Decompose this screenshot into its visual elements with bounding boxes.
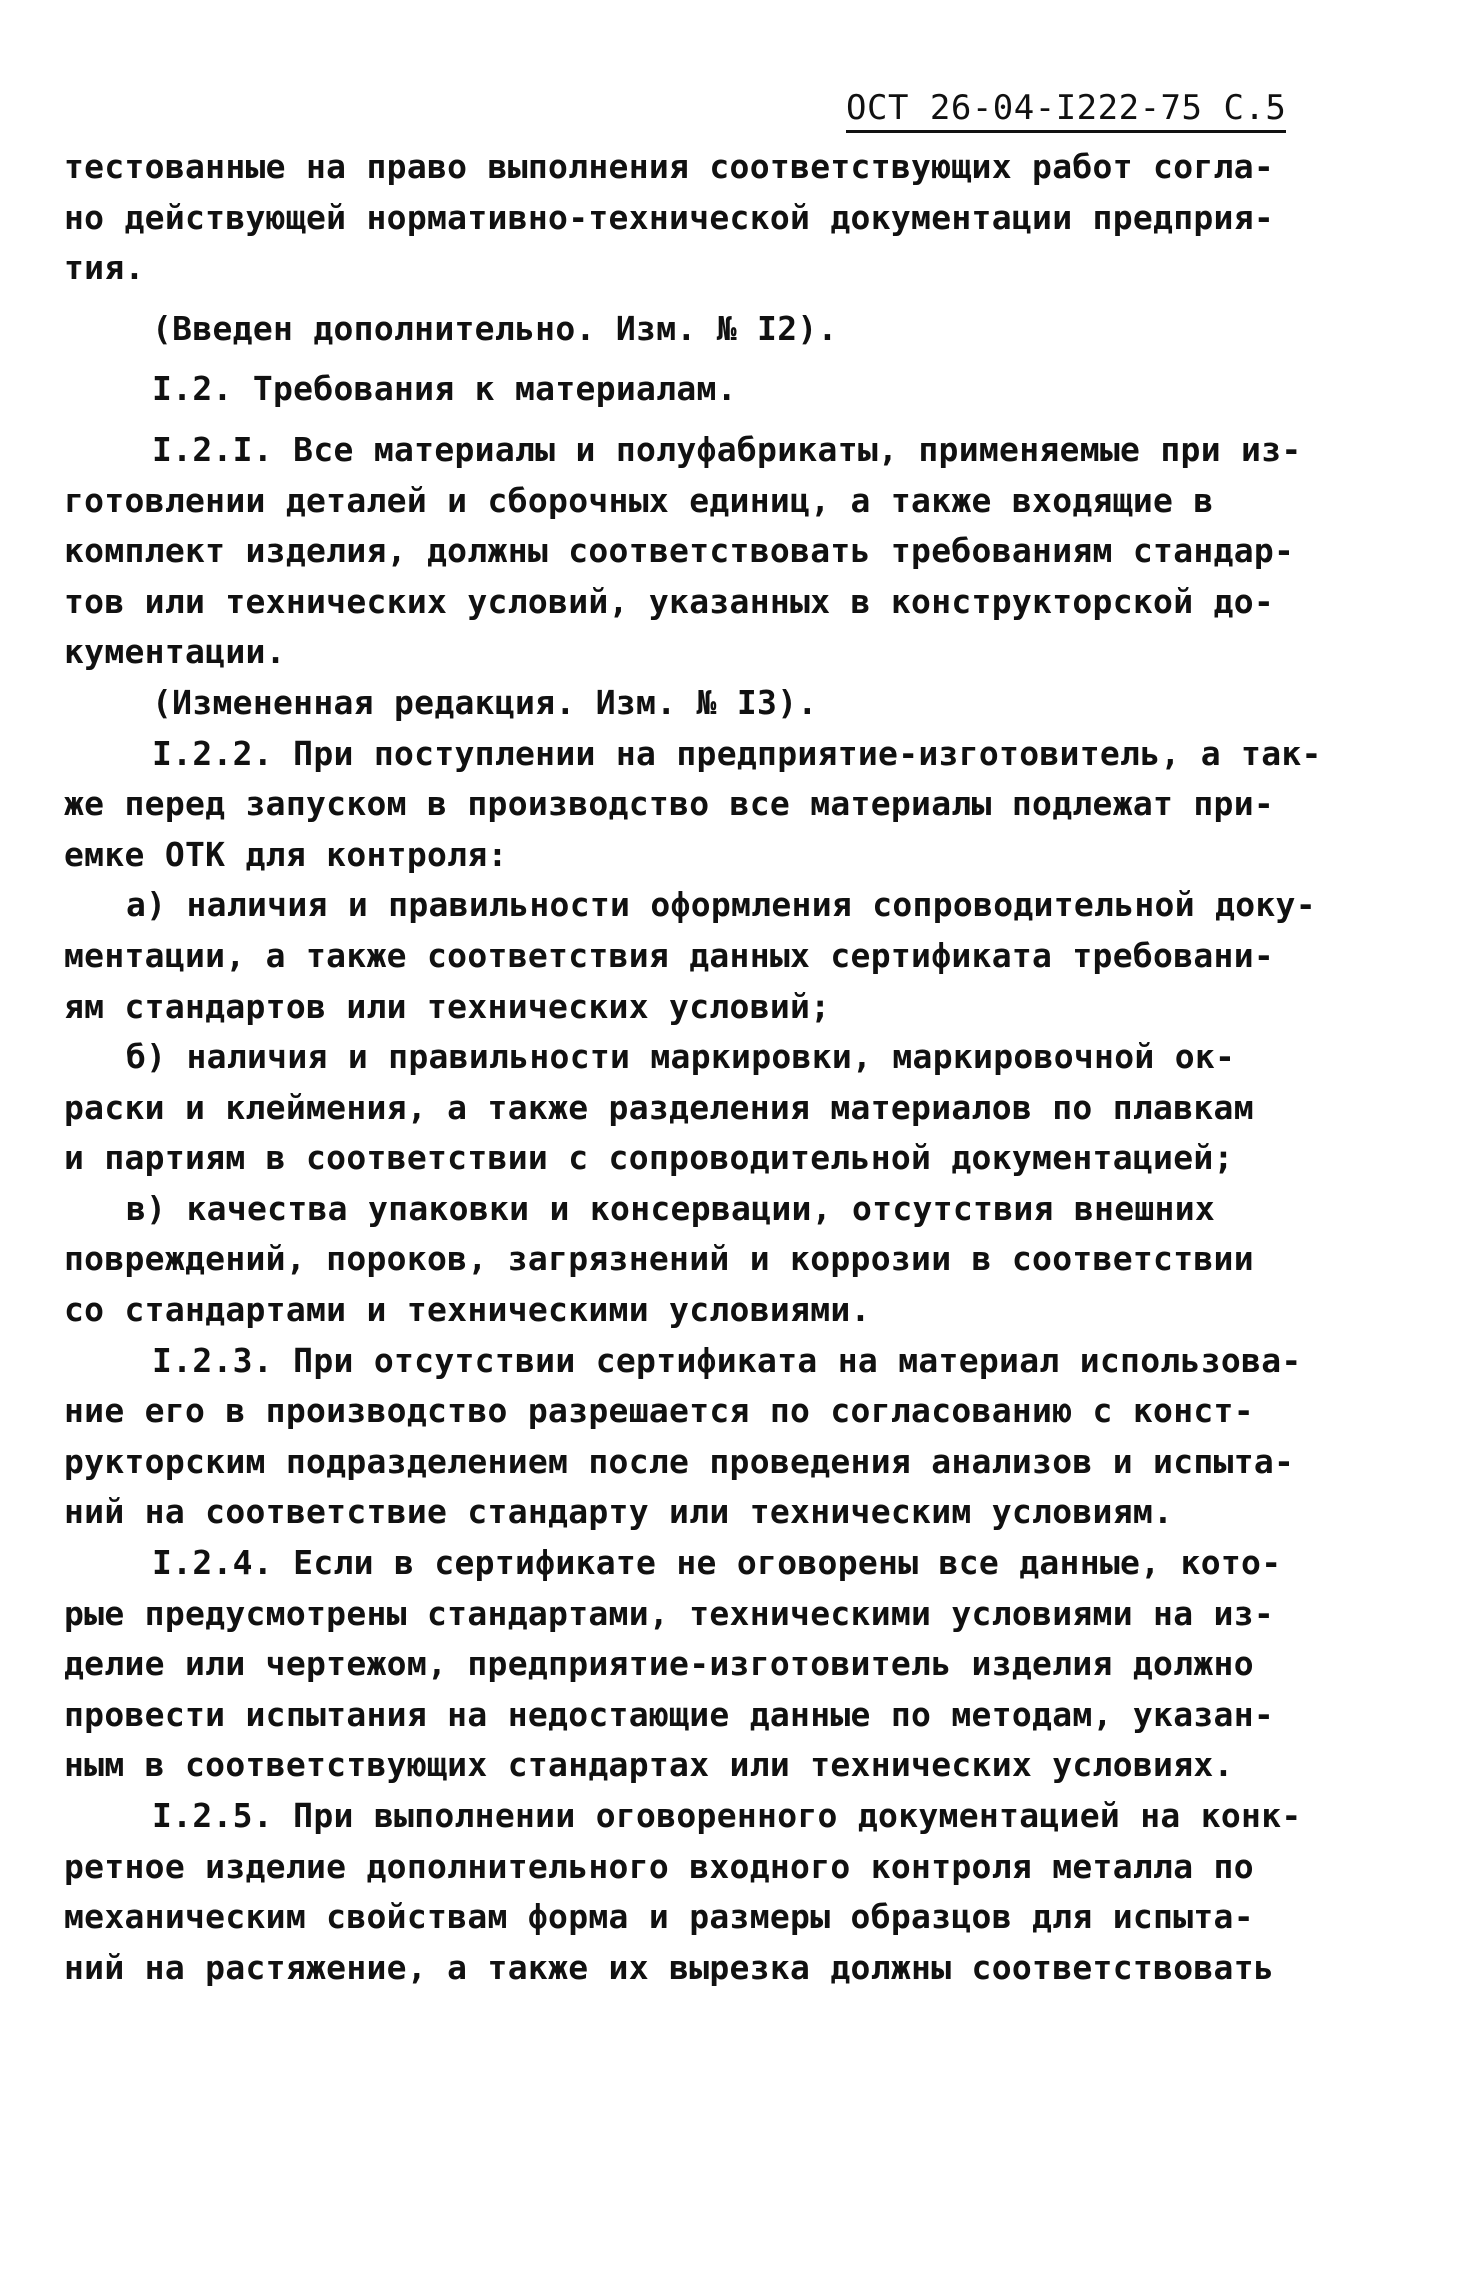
text-line: делие или чертежом, предприятие-изготовитель изделия должно bbox=[64, 1644, 1254, 1684]
text-line: I.2. Требования к материалам. bbox=[152, 369, 737, 409]
text-line: механическим свойствам форма и размеры образцов для испыта- bbox=[64, 1897, 1254, 1937]
text-line: ний на растяжение, а также их вырезка должны соответствовать bbox=[64, 1947, 1275, 1987]
document-header-ref: ОСТ 26-04-I222-75 С.5 bbox=[846, 88, 1286, 133]
text-line: I.2.2. При поступлении на предприятие-изготовитель, а так- bbox=[152, 733, 1322, 773]
text-line: ретное изделие дополнительного входного контроля металла по bbox=[64, 1846, 1254, 1886]
text-line: готовлении деталей и сборочных единиц, а также входящие в bbox=[64, 480, 1214, 520]
text-line: ям стандартов или технических условий; bbox=[64, 986, 831, 1026]
text-line: провести испытания на недостающие данные по методам, указан- bbox=[64, 1694, 1275, 1734]
paragraph-gap bbox=[64, 354, 1404, 364]
text-line: (Измененная редакция. Изм. № I3). bbox=[152, 682, 818, 722]
text-line: б) наличия и правильности маркировки, маркировочной ок- bbox=[126, 1037, 1236, 1077]
text-line: ментации, а также соответствия данных сертификата требовани- bbox=[64, 935, 1275, 975]
text-line: же перед запуском в производство все материалы подлежат при- bbox=[64, 784, 1275, 824]
text-line: I.2.3. При отсутствии сертификата на материал использова- bbox=[152, 1340, 1302, 1380]
text-line: ний на соответствие стандарту или техническим условиям. bbox=[64, 1492, 1174, 1532]
paragraph-gap bbox=[64, 294, 1404, 304]
text-line: а) наличия и правильности оформления сопроводительной доку- bbox=[126, 885, 1316, 925]
text-line: и партиям в соответствии с сопроводительной документацией; bbox=[64, 1138, 1234, 1178]
document-body bbox=[64, 142, 1404, 1993]
text-line: рукторским подразделением после проведения анализов и испыта- bbox=[64, 1441, 1295, 1481]
text-line: (Введен дополнительно. Изм. № I2). bbox=[152, 308, 838, 348]
text-line: емке ОТК для контроля: bbox=[64, 834, 508, 874]
text-line: раски и клеймения, а также разделения материалов по плавкам bbox=[64, 1087, 1254, 1127]
text-line: но действующей нормативно-технической документации предприя- bbox=[64, 197, 1275, 237]
text-line: в) качества упаковки и консервации, отсутствия внешних bbox=[126, 1188, 1216, 1228]
text-line: тестованные на право выполнения соответствующих работ согла- bbox=[64, 147, 1275, 186]
text-line: I.2.5. При выполнении оговоренного документацией на конк- bbox=[152, 1796, 1302, 1835]
text-line: рые предусмотрены стандартами, техническими условиями на из- bbox=[64, 1593, 1275, 1633]
text-line: I.2.I. Все материалы и полуфабрикаты, применяемые при из- bbox=[152, 429, 1302, 469]
text-line: ние его в производство разрешается по согласованию с конст- bbox=[64, 1391, 1254, 1431]
text-line: I.2.4. Если в сертификате не оговорены все данные, кото- bbox=[152, 1543, 1282, 1583]
text-line: ным в соответствующих стандартах или технических условиях. bbox=[64, 1745, 1234, 1785]
text-line: со стандартами и техническими условиями. bbox=[64, 1290, 871, 1330]
text-line: повреждений, пороков, загрязнений и коррозии в соответствии bbox=[64, 1239, 1254, 1279]
text-line: тия. bbox=[64, 248, 145, 288]
paragraph-gap bbox=[64, 415, 1404, 425]
text-line: комплект изделия, должны соответствовать требованиям стандар- bbox=[64, 531, 1295, 571]
text-line: кументации. bbox=[64, 632, 286, 672]
text-line: тов или технических условий, указанных в конструкторской до- bbox=[64, 581, 1275, 621]
